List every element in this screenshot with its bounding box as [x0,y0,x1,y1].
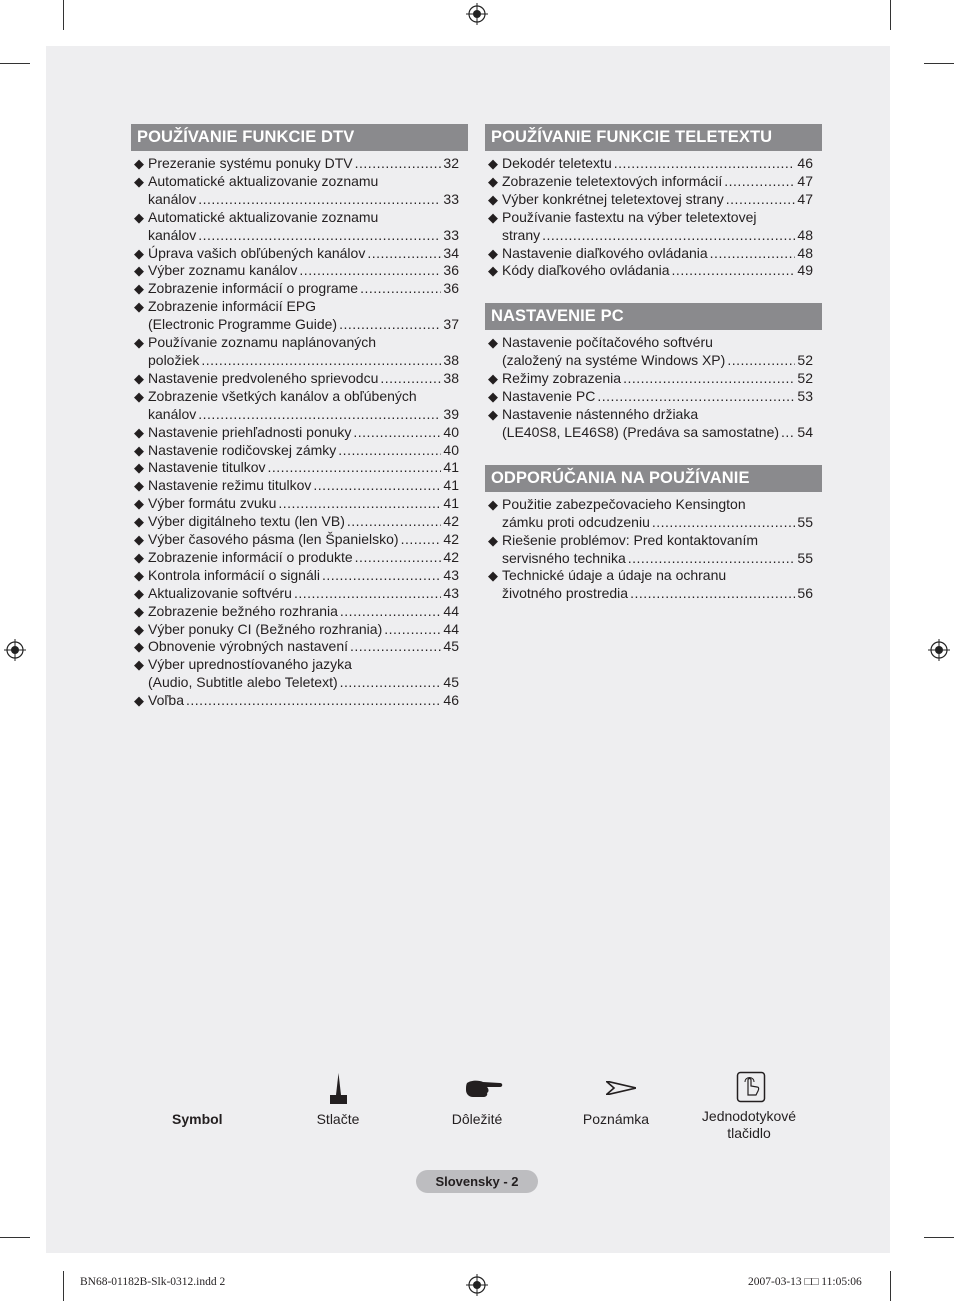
crop-mark [924,1237,954,1238]
toc-left-column [131,124,468,710]
toc-entry[interactable] [485,191,822,209]
dot-leader [781,424,795,442]
toc-entry[interactable] [131,621,468,639]
toc-page-number: 52 [797,370,813,387]
crop-mark [924,63,954,64]
toc-entry[interactable] [131,209,468,245]
symbol-heading: Symbol [172,1111,223,1127]
note-arrow-icon [606,1081,636,1095]
toc-entry[interactable] [131,459,468,477]
toc-entry-text: Nastavenie počítačového softvéru [502,334,713,351]
toc-entry[interactable] [131,334,468,370]
toc-entry-text: Prezeranie systému ponuky DTV [148,155,353,171]
toc-entry-text: Používanie zoznamu naplánovaných [148,334,377,351]
symbol-label-one-touch: Jednodotykové tlačidlo [701,1108,797,1141]
toc-entry[interactable] [131,692,468,710]
toc-page-number: 55 [797,549,813,566]
diamond-bullet-icon: ◆ [134,549,144,565]
toc-entry-text: Výber ponuky CI (Bežného rozhrania) [148,620,383,637]
toc-section [131,124,468,710]
dot-leader [198,406,441,424]
toc-entry[interactable] [131,567,468,585]
crop-mark [63,0,64,30]
dot-leader [322,567,441,585]
dot-leader [278,495,441,513]
toc-entry[interactable] [131,370,468,388]
toc-entry-text: Použitie zabezpečovacieho Kensington [502,495,746,512]
toc-page-number: 40 [443,441,459,458]
dot-leader [380,370,441,388]
toc-entry-text: Výber časového pásma (len Španielsko) [148,531,399,548]
dot-leader [726,191,796,209]
toc-page-number: 37 [443,316,459,333]
toc-entry-text: Nastavenie nástenného držiaka [502,405,699,422]
toc-page-number: 38 [443,351,459,368]
toc-entry-text: Nastavenie PC [502,388,596,405]
dot-leader [623,370,795,388]
toc-page-number: 38 [443,369,459,386]
toc-page-number: 42 [443,548,459,565]
toc-entry-text: Zobrazenie informácií EPG [148,298,317,315]
dot-leader [614,155,796,173]
toc-right-column [485,124,822,603]
toc-entry-text: Zobrazenie informácií o programe [148,280,359,297]
diamond-bullet-icon: ◆ [488,263,498,279]
diamond-bullet-icon: ◆ [134,388,144,404]
section-gap [485,442,822,465]
toc-entry-text: Dekodér teletextu [502,155,612,171]
dot-leader [360,280,441,298]
diamond-bullet-icon: ◆ [134,299,144,315]
toc-entry[interactable] [485,496,822,532]
diamond-bullet-icon: ◆ [134,209,144,225]
toc-entry[interactable] [131,477,468,495]
toc-page-number: 39 [443,405,459,422]
toc-entry-text: (LE40S8, LE46S8) (Predáva sa samostatne) [502,423,780,440]
toc-page-number: 33 [443,190,459,207]
toc-entry-text: Úprava vašich obľúbených kanálov [148,244,366,261]
toc-entry[interactable] [131,549,468,567]
diamond-bullet-icon: ◆ [134,496,144,512]
toc-entry[interactable] [131,603,468,621]
toc-entry-text: Voľba [148,692,185,709]
toc-entry[interactable] [131,442,468,460]
toc-entry[interactable] [485,262,822,280]
toc-entry-text: Nastavenie diaľkového ovládania [502,244,708,261]
toc-entry-text: Výber digitálneho textu (len VB) [148,513,345,530]
toc-entry-text: (založený na systéme Windows XP) [502,352,726,369]
registration-mark-icon [466,3,488,25]
toc-page-number: 45 [443,638,459,655]
diamond-bullet-icon: ◆ [134,173,144,189]
symbol-label-press: Stlačte [316,1111,360,1127]
dot-leader [198,227,441,245]
toc-entry-text: Nastavenie predvoleného sprievodcu [148,369,379,386]
toc-page-number: 33 [443,226,459,243]
toc-page-number: 46 [797,155,813,171]
toc-entry-text: zámku proti odcudzeniu [502,513,650,530]
footer-file-name: BN68-01182B-Slk-0312.indd 2 [80,1276,226,1288]
dot-leader [724,173,795,191]
toc-entry-text: Nastavenie priehľadnosti ponuky [148,423,352,440]
toc-page-number: 32 [443,155,459,171]
diamond-bullet-icon: ◆ [134,585,144,601]
section-header: POUŽÍVANIE FUNKCIE TELETEXTU [485,124,822,151]
toc-entry[interactable] [485,532,822,568]
toc-entry-text: položiek [148,351,200,368]
toc-entry-text: Výber konkrétnej teletextovej strany [502,190,724,207]
toc-page-number: 55 [797,513,813,530]
diamond-bullet-icon: ◆ [488,371,498,387]
toc-entry-text: Výber formátu zvuku [148,495,277,512]
toc-entry[interactable] [131,513,468,531]
toc-entry[interactable] [485,173,822,191]
toc-entry[interactable] [485,155,822,173]
toc-entry[interactable] [485,406,822,442]
toc-page-number: 56 [797,585,813,602]
toc-entry[interactable] [485,245,822,263]
toc-page-number: 41 [443,459,459,476]
diamond-bullet-icon: ◆ [134,639,144,655]
toc-entry-text: Obnovenie výrobných nastavení [148,638,349,655]
toc-entry-text: Režimy zobrazenia [502,370,622,387]
toc-page-number: 54 [797,423,813,440]
diamond-bullet-icon: ◆ [134,657,144,673]
dot-leader [340,603,442,621]
toc-entry[interactable] [131,262,468,280]
diamond-bullet-icon: ◆ [488,191,498,207]
toc-entry-text: kanálov [148,190,197,207]
diamond-bullet-icon: ◆ [488,496,498,512]
toc-section [485,465,822,603]
diamond-bullet-icon: ◆ [134,263,144,279]
toc-entry[interactable] [131,656,468,692]
toc-entry-text: Kódy diaľkového ovládania [502,262,670,279]
diamond-bullet-icon: ◆ [488,156,498,171]
toc-page-number: 52 [797,352,813,369]
diamond-bullet-icon: ◆ [488,568,498,584]
diamond-bullet-icon: ◆ [134,424,144,440]
toc-entry[interactable] [131,155,468,173]
toc-entry-text: strany [502,226,541,243]
diamond-bullet-icon: ◆ [488,335,498,351]
dot-leader [198,191,441,209]
section-header: ODPORÚČANIA NA POUŽÍVANIE [485,465,822,492]
toc-entry-text: Nastavenie titulkov [148,459,266,476]
footer-timestamp: 2007-03-13 □□ 11:05:06 [748,1276,862,1288]
diamond-bullet-icon: ◆ [134,478,144,494]
toc-entry-text: Používanie fastextu na výber teletextovej [502,208,757,225]
toc-entry-text: kanálov [148,405,197,422]
toc-page-number: 46 [443,692,459,709]
dot-leader [347,513,442,531]
toc-page-number: 48 [797,226,813,243]
page-number-badge: Slovensky - 2 [416,1170,538,1193]
toc-page-number: 41 [443,495,459,512]
toc-page-number: 48 [797,244,813,261]
crop-mark [890,1271,891,1301]
toc-entry[interactable] [485,388,822,406]
toc-entry[interactable] [485,567,822,603]
diamond-bullet-icon: ◆ [488,406,498,422]
symbol-label-note: Poznámka [582,1111,650,1127]
toc-page-number: 43 [443,584,459,601]
toc-entry-text: Kontrola informácií o signáli [148,566,320,583]
dot-leader [355,155,442,173]
pointing-hand-icon [465,1079,503,1099]
toc-entry[interactable] [131,280,468,298]
crop-mark [0,1237,30,1238]
dot-leader [672,262,796,280]
diamond-bullet-icon: ◆ [488,173,498,189]
toc-entry[interactable] [131,388,468,424]
registration-mark-icon [466,1274,488,1296]
toc-entry[interactable] [131,531,468,549]
diamond-bullet-icon: ◆ [134,442,144,458]
toc-entry[interactable] [485,370,822,388]
toc-page-number: 49 [797,262,813,279]
dot-leader [350,638,441,656]
diamond-bullet-icon: ◆ [134,370,144,386]
toc-page-number: 34 [443,244,459,261]
toc-page-number: 43 [443,566,459,583]
toc-entry[interactable] [485,209,822,245]
dot-leader [727,352,795,370]
dot-leader [355,549,442,567]
toc-section [485,124,822,280]
diamond-bullet-icon: ◆ [134,281,144,297]
dot-leader [313,477,441,495]
toc-entry-text: Nastavenie režimu titulkov [148,477,312,494]
toc-page-number: 36 [443,280,459,297]
toc-page-number: 40 [443,423,459,440]
press-icon [329,1073,348,1105]
toc-page-number: 45 [443,674,459,691]
section-gap [485,280,822,303]
section-header: POUŽÍVANIE FUNKCIE DTV [131,124,468,151]
toc-entry-text: Aktualizovanie softvéru [148,584,292,601]
toc-page-number: 44 [443,620,459,637]
registration-mark-icon [928,639,950,661]
dot-leader [628,550,796,568]
toc-entry[interactable] [485,334,822,370]
toc-entry-text: Zobrazenie všetkých kanálov a obľúbených [148,387,417,404]
dot-leader [268,459,442,477]
symbol-label-important: Dôležité [451,1111,503,1127]
crop-mark [890,0,891,30]
crop-mark [0,63,30,64]
toc-entry[interactable] [131,298,468,334]
dot-leader [384,621,441,639]
dot-leader [710,245,796,263]
toc-entry-text: Automatické aktualizovanie zoznamu [148,208,379,225]
toc-entry[interactable] [131,495,468,513]
dot-leader [339,316,441,334]
toc-entry[interactable] [131,245,468,263]
dot-leader [294,585,441,603]
toc-entry[interactable] [131,424,468,442]
diamond-bullet-icon: ◆ [134,603,144,619]
one-touch-button-icon [736,1071,766,1103]
toc-entry-text: Zobrazenie teletextových informácií [502,172,723,189]
dot-leader [652,514,796,532]
dot-leader [299,262,441,280]
toc-entry-text: Technické údaje a údaje na ochranu [502,567,727,584]
dot-leader [353,424,441,442]
toc-page-number: 47 [797,172,813,189]
toc-entry-text: kanálov [148,226,197,243]
dot-leader [338,442,441,460]
diamond-bullet-icon: ◆ [488,389,498,405]
dot-leader [201,352,441,370]
toc-entry-text: Zobrazenie informácií o produkte [148,548,353,565]
dot-leader [597,388,795,406]
diamond-bullet-icon: ◆ [488,209,498,225]
toc-entry-text: (Audio, Subtitle alebo Teletext) [148,674,338,691]
toc-entry-text: Výber uprednostíovaného jazyka [148,656,352,673]
toc-entry-text: Výber zoznamu kanálov [148,262,298,279]
toc-entry-text: Riešenie problémov: Pred kontaktovaním [502,531,759,548]
toc-entry-text: Zobrazenie bežného rozhrania [148,602,338,619]
section-header: NASTAVENIE PC [485,303,822,330]
diamond-bullet-icon: ◆ [134,532,144,548]
toc-entry-text: životného prostredia [502,585,629,602]
toc-entry-text: servisného technika [502,549,626,566]
dot-leader [542,227,795,245]
toc-page-number: 36 [443,262,459,279]
toc-page-number: 47 [797,190,813,207]
toc-page-number: 42 [443,531,459,548]
diamond-bullet-icon: ◆ [488,532,498,548]
registration-mark-icon [4,639,26,661]
diamond-bullet-icon: ◆ [134,567,144,583]
dot-leader [340,674,442,692]
dot-leader [186,692,441,710]
toc-page-number: 53 [797,388,813,405]
diamond-bullet-icon: ◆ [134,245,144,261]
toc-page-number: 41 [443,477,459,494]
toc-page-number: 42 [443,513,459,530]
dot-leader [630,585,795,603]
diamond-bullet-icon: ◆ [134,514,144,530]
toc-page-number: 44 [443,602,459,619]
dot-leader [401,531,442,549]
diamond-bullet-icon: ◆ [488,245,498,261]
toc-entry[interactable] [131,638,468,656]
toc-section [485,303,822,441]
diamond-bullet-icon: ◆ [134,335,144,351]
diamond-bullet-icon: ◆ [134,693,144,709]
toc-entry-text: Nastavenie rodičovskej zámky [148,441,337,458]
toc-entry[interactable] [131,173,468,209]
crop-mark [63,1271,64,1301]
dot-leader [367,245,441,263]
diamond-bullet-icon: ◆ [134,621,144,637]
toc-entry[interactable] [131,585,468,603]
diamond-bullet-icon: ◆ [134,460,144,476]
toc-entry-text: (Electronic Programme Guide) [148,316,338,333]
diamond-bullet-icon: ◆ [134,156,144,171]
toc-entry-text: Automatické aktualizovanie zoznamu [148,172,379,189]
